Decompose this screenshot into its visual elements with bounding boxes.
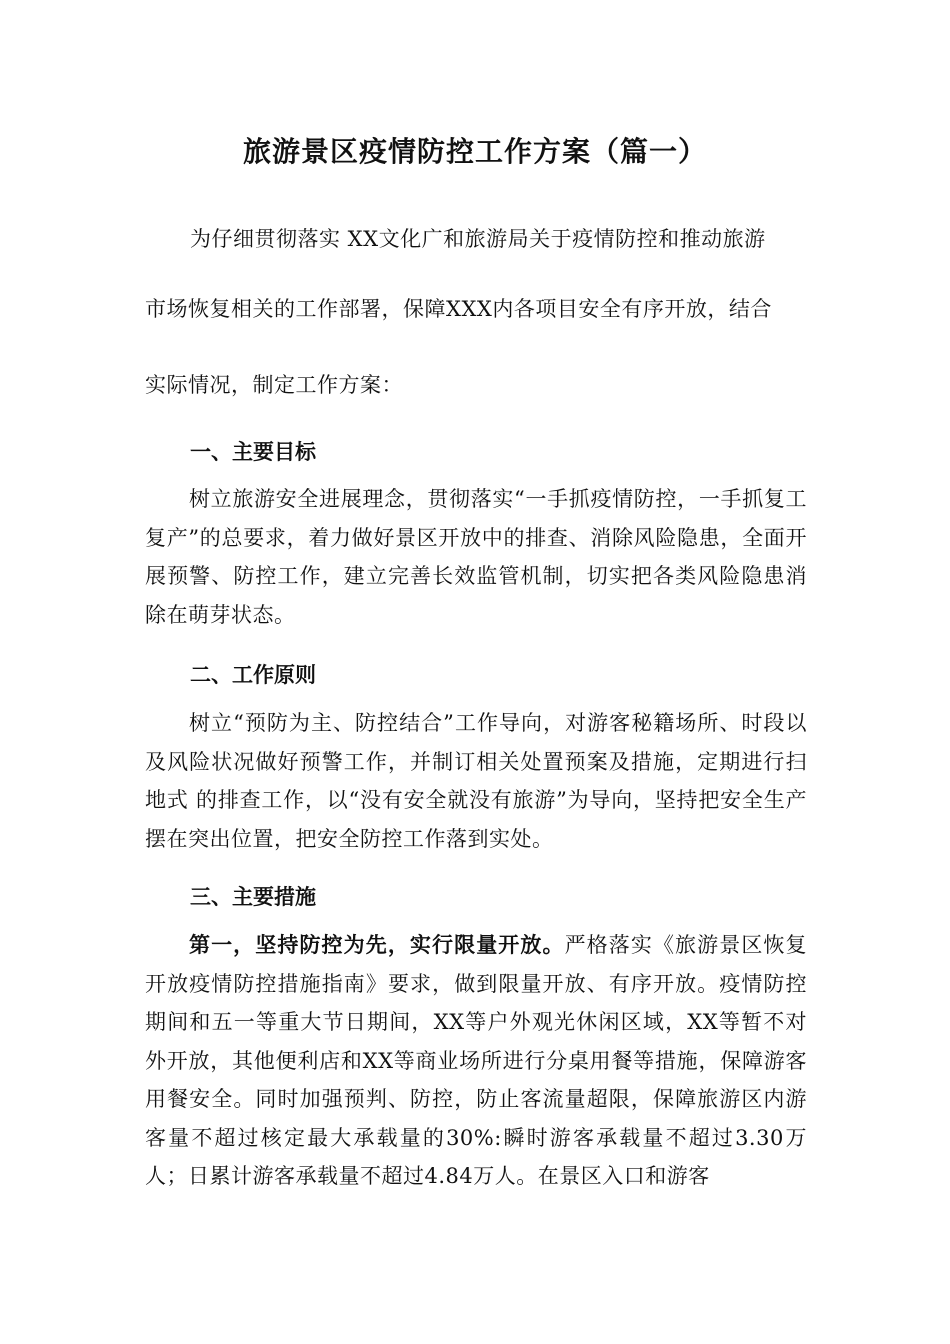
intro-line-3: 实际情况，制定工作方案： [145,373,403,397]
intro-line-1: 为仔细贯彻落实 XX文化广和旅游局关于疫情防控和推动旅游 [190,227,766,251]
section-body-goals: 树立旅游安全进展理念，贯彻落实“一手抓疫情防控，一手抓复工复产”的总要求，着力做好景区开放中的排查、消除风险隐患，全面开展预警、防控工作，建立完善长效监管机制，切实把各类风险隐患消除在萌芽状态。 [145,487,807,627]
document-title: 旅游景区疫情防控工作方案（篇一） [242,135,707,168]
section-body-principles: 树立“预防为主、防控结合”工作导向，对游客秘籍场所、时段以及风险状况做好预警工作，并制订相关处置预案及措施，定期进行扫地式 的排查工作，以“没有安全就没有旅游”为导向，坚持把安全生产摆在突出位置，把安全防控工作落到实处。 [145,711,807,851]
section-heading-principles: 二、工作原则 [190,662,316,687]
measure-body-text: 严格落实《旅游景区恢复开放疫情防控措施指南》要求，做到限量开放、有序开放。疫情防控期间和五一等重大节日期间，XX等户外观光休闲区域，XX等暂不对外开放，其他便利店和XX等商业场所进行分桌用餐等措施，保障游客用餐安全。同时加强预判、防控，防止客流量超限，保障旅游区内游客量不超过核定最大承载量的30%:瞬时游客承载量不超过3.30万人；日累计游客承载量不超过4.84万人。在景区入口和游客 [145,933,808,1188]
intro-line-2: 市场恢复相关的工作部署，保障XXX内各项目安全有序开放，结合 [145,297,772,321]
section-heading-measures: 三、主要措施 [190,884,316,909]
measure-lead-text: 第一，坚持防控为先，实行限量开放。 [189,932,565,957]
section-heading-goals: 一、主要目标 [190,439,316,464]
section-body-measures [145,926,807,1196]
